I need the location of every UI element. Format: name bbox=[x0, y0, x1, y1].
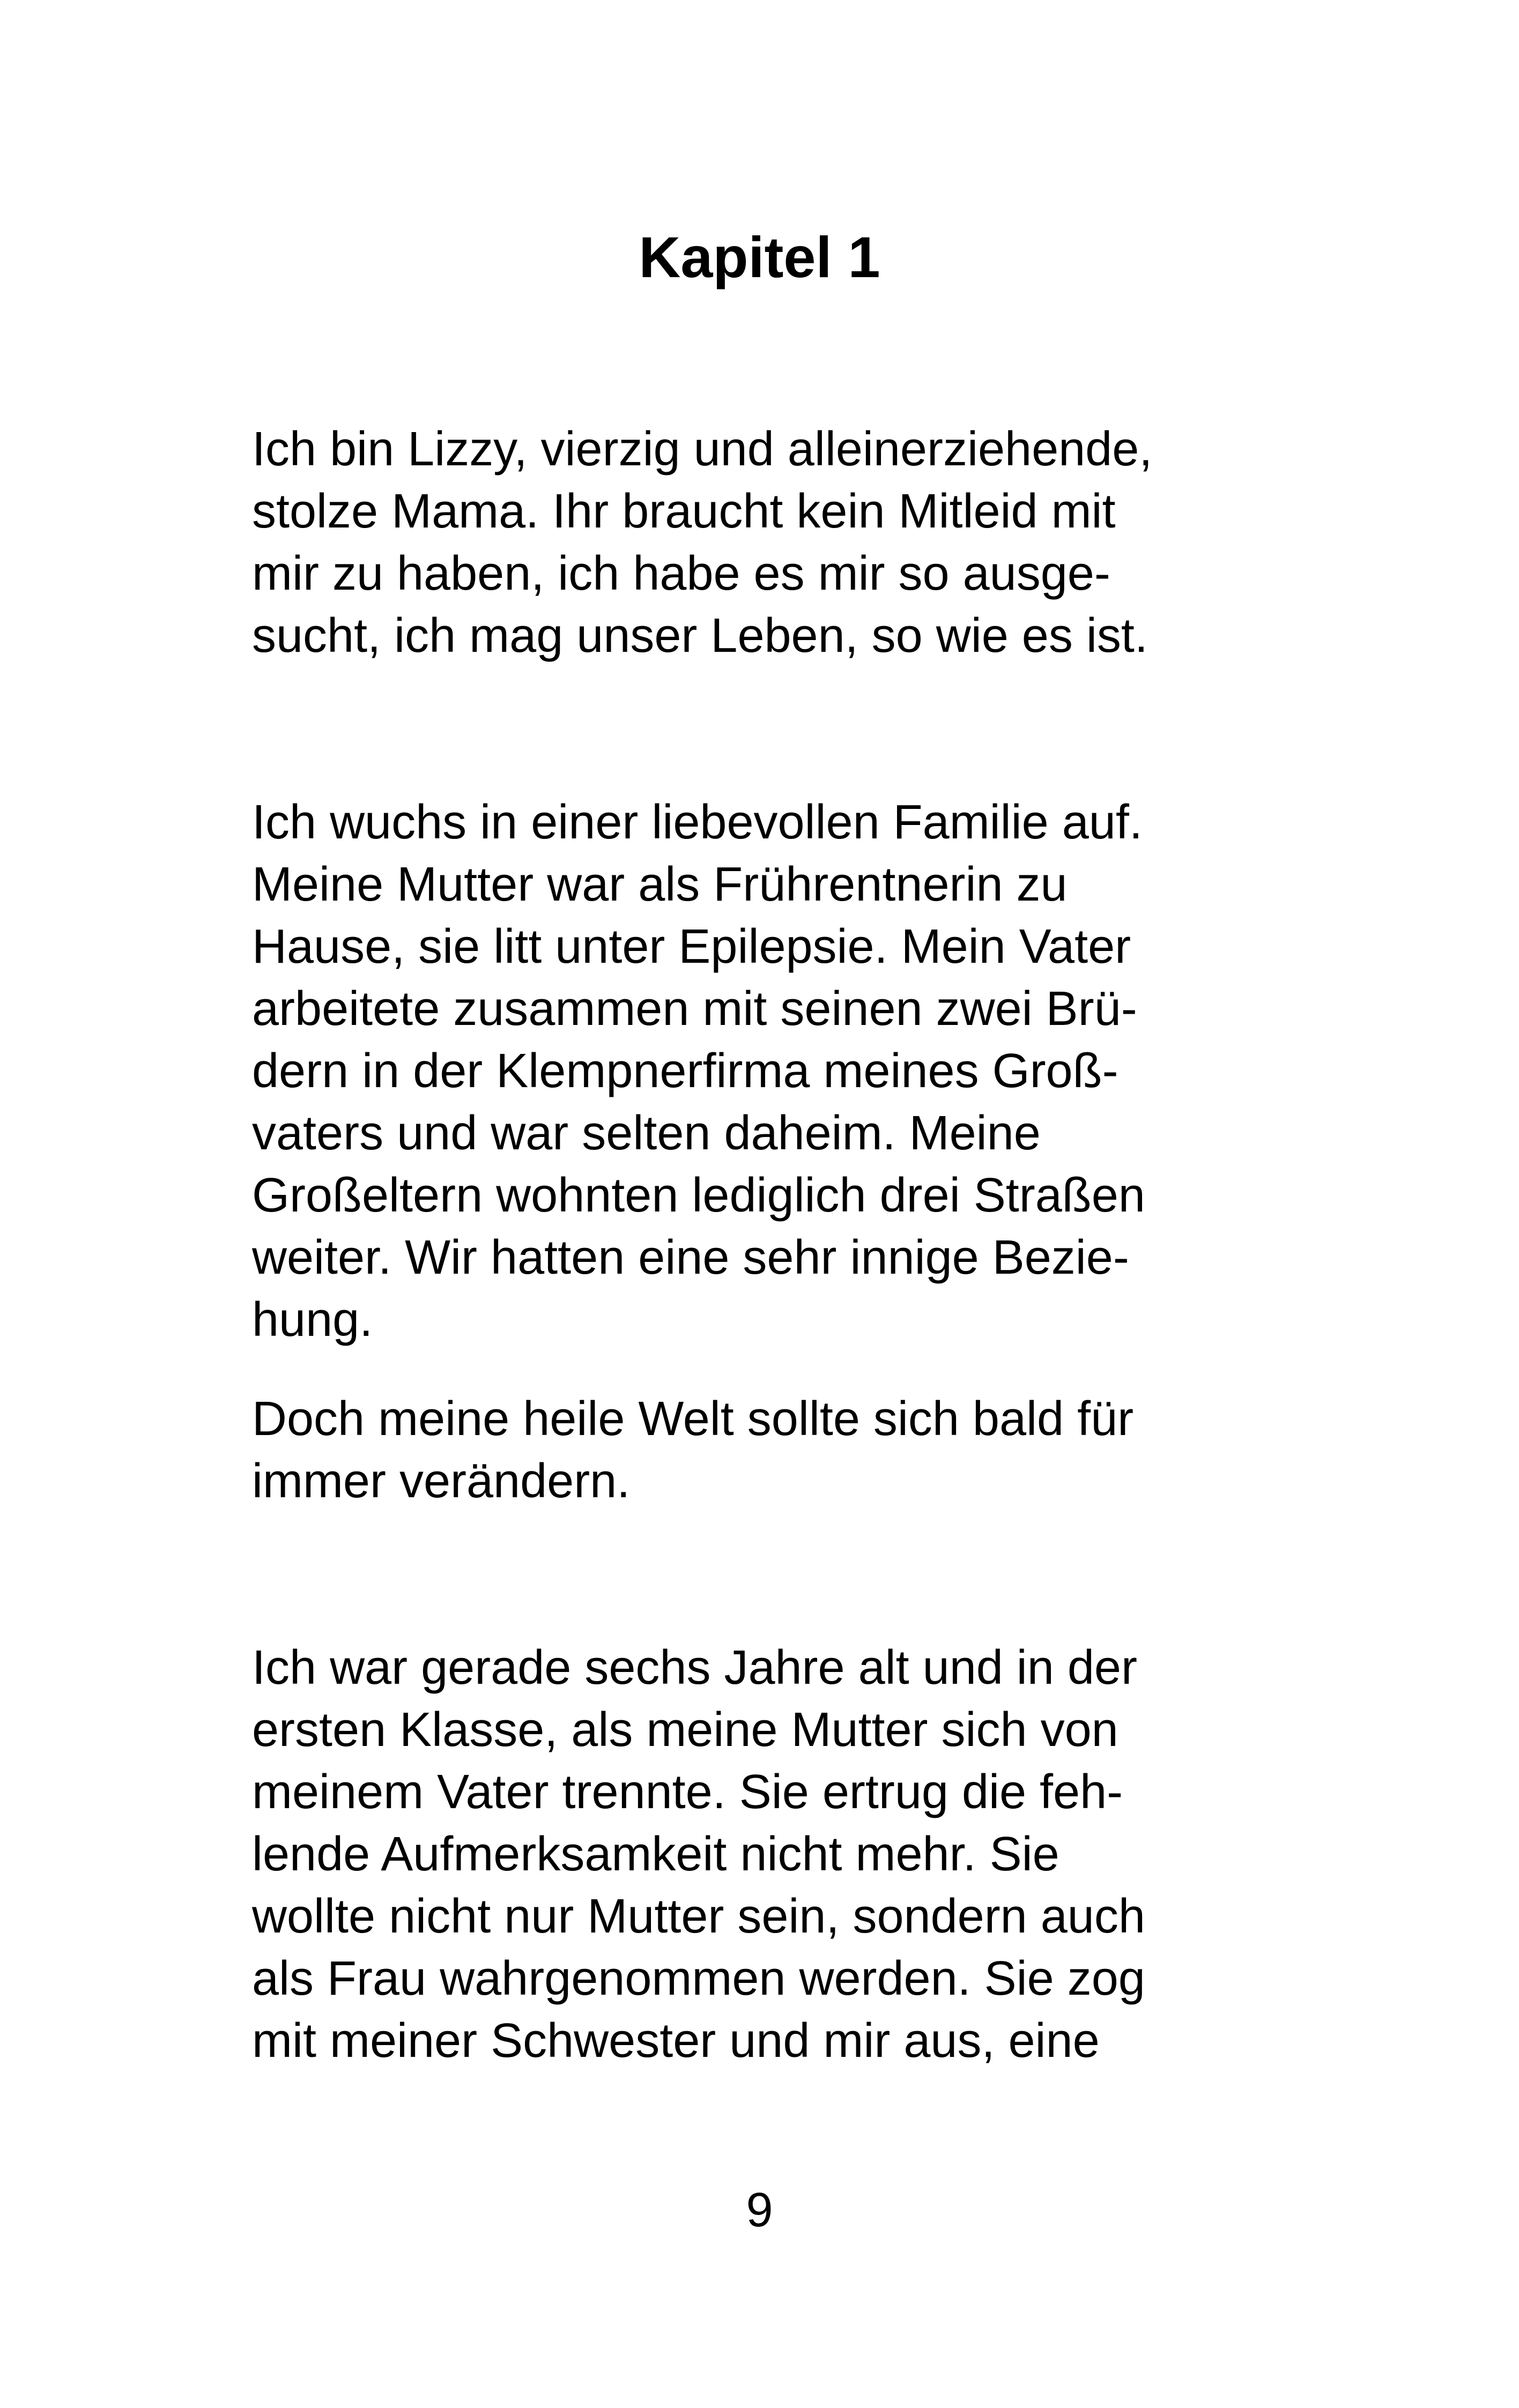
page-number: 9 bbox=[746, 2183, 773, 2237]
body-text bbox=[252, 418, 1324, 2072]
paragraph-gap bbox=[252, 1351, 1324, 1388]
section-gap bbox=[252, 1512, 1324, 1637]
paragraph-change: Doch meine heile Welt sollte sich bald für immer verändern. bbox=[252, 1392, 1134, 1508]
chapter-title: Kapitel 1 bbox=[639, 225, 880, 289]
section-gap bbox=[252, 667, 1324, 791]
paragraph-family: Ich wuchs in einer liebevollen Familie auf. Meine Mutter war als Frührentnerin zu Hause, sie litt unter Epilepsie. Mein Vater arbeitete zusammen mit seinen zwei Brü- dern in der Klempnerfirma meines Groß- vaters und war selten daheim. Meine Großeltern wohnten lediglich drei Straßen weiter. Wir hatten eine sehr innige Bezie- hung. bbox=[252, 796, 1145, 1347]
paragraph-intro: Ich bin Lizzy, vierzig und alleinerziehende, stolze Mama. Ihr braucht kein Mitleid mit mir zu haben, ich habe es mir so ausge- sucht, ich mag unser Leben, so wie es ist. bbox=[252, 422, 1153, 663]
paragraph-separation: Ich war gerade sechs Jahre alt und in der ersten Klasse, als meine Mutter sich von meinem Vater trennte. Sie ertrug die feh- lende Aufmerksamkeit nicht mehr. Sie wollte nicht nur Mutter sein, sondern auch als Frau wahrgenommen werden. Sie zog mit meiner Schwester und mir aus, eine bbox=[252, 1641, 1145, 2068]
